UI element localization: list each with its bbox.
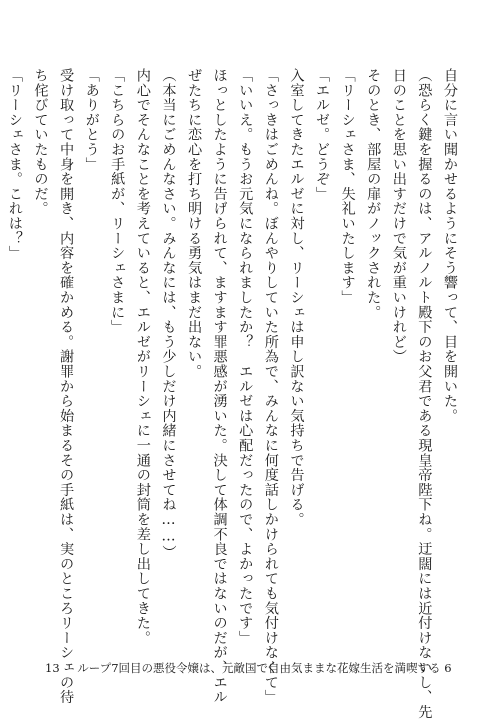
text-line: 日のことを思い出すだけで気が重いけれど） (390, 68, 407, 364)
text-line: ぜたちに恋心を打ち明ける勇気はまだ出ない。 (186, 68, 203, 379)
text-line: 「リーシェさま。これは？」 (6, 68, 23, 261)
text-line: 「エルゼ。どうぞ」 (314, 68, 331, 202)
text-line: ほっとしたように告げられて、ますます罪悪感が湧いた。決して体調不良ではないのだが、エル (211, 68, 228, 705)
text-line: （本当にごめんなさい。みんなには、もう少しだけ内緒にさせてね……） (160, 68, 177, 560)
text-line: 「リーシェさま、失礼いたします」 (339, 68, 356, 305)
text-line: 「さっきはごめんね。ぼんやりしていた所為で、みんなに何度話しかけられても気付けなくて」 (262, 68, 279, 705)
text-line: 受け取って中身を開き、内容を確かめる。謝罪から始まるその手紙は、実のところリーシェの待 (58, 68, 75, 705)
page-number: 13 (45, 661, 60, 675)
text-line: そのとき、部屋の扉がノックされた。 (365, 68, 382, 320)
text-line: ち侘びていたものだ。 (32, 68, 49, 216)
text-line: （恐らく鍵を握るのは、アルノルト殿下のお父君である現皇帝陛下ね。迂闊には近付けないし、先 (416, 68, 433, 719)
text-line: 自分に言い聞かせるようにそう響って、目を開いた。 (442, 68, 458, 424)
page-footer (45, 660, 452, 676)
text-line: 入室してきたエルゼに対し、リーシェは申し訳ない気持ちで告げる。 (288, 68, 305, 527)
text-line: 「こちらのお手紙が、リーシェさまに」 (109, 68, 126, 335)
text-line: 「ありがとう」 (83, 68, 100, 172)
text-line: 内心でそんなことを考えていると、エルゼがリーシェに一通の封筒を差し出してきた。 (134, 68, 151, 646)
text-line: 「いいえ。もうお元気になられましたか？ エルゼは心配だったので、よかったです」 (237, 68, 254, 646)
running-title: ループ7回目の悪役令嬢は、元敵国で自由気ままな花嫁生活を満喫する 6 (77, 661, 452, 675)
